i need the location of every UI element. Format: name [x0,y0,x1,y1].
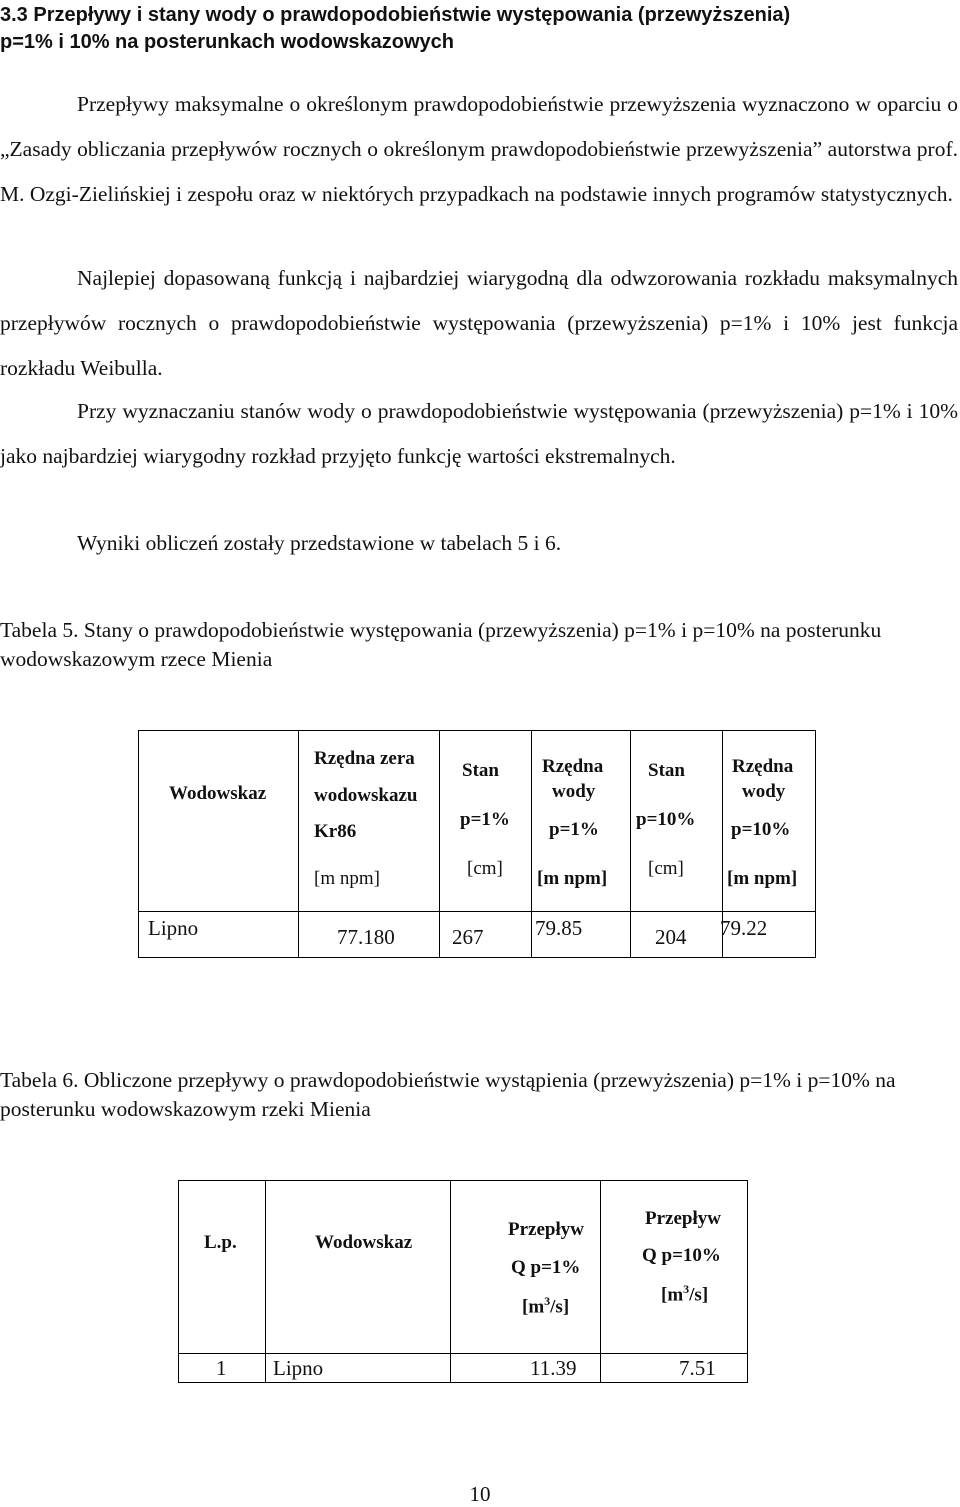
t6-h-lp: L.p. [204,1232,237,1253]
t6-cell-q10 [601,1354,748,1383]
t6-h-q1-unit-b: /s] [550,1296,570,1318]
t6-h-q10-unit-a: [m [661,1284,684,1306]
t5-h-stan1-2: p=1% [460,809,510,830]
t6-h-q10-1: Przepływ [645,1208,721,1229]
t5-header-stan-1 [440,731,532,912]
t5-h-stan10-unit: [cm] [648,858,684,879]
t6-header-q10 [601,1181,748,1354]
t6-cell-name [266,1354,451,1383]
page-number: 10 [469,1482,491,1506]
paragraph-2: Najlepiej dopasowaną funkcją i najbardziej wiarygodną dla odwzorowania rozkładu maksymalnych przepływów rocznych o prawdopodobieństwie występowania (przewyższenia) p=1% i 10% jest funkcja rozkładu Weibulla. [0,266,958,380]
t6-row-q10: 7.51 [679,1356,716,1380]
t5-h-rzw1-unit: [m npm] [537,868,608,889]
t5-row-zero: 77.180 [337,925,395,949]
t5-h-rz-zera-2: wodowskazu [314,785,418,806]
t6-h-q1-unit [522,1294,569,1318]
t5-header-stan-10 [631,731,723,912]
t6-row-name: Lipno [273,1356,324,1380]
t6-h-q1-unit-a: [m [522,1296,545,1318]
t6-header-lp [179,1181,266,1354]
t5-row-rzw1: 79.85 [535,916,583,940]
section-heading [0,2,930,56]
table-row [139,912,816,958]
table-row [179,1354,748,1383]
table-6-header-row [179,1181,748,1354]
table-5-header-row [139,731,816,912]
t5-row-name: Lipno [148,916,199,940]
t6-h-q10-2: Q p=10% [642,1245,721,1266]
t5-row-rzw10: 79.22 [720,916,768,940]
t5-cell-zero [299,912,440,958]
t5-h-stan10-1: Stan [648,760,685,781]
t6-header-wodowskaz [266,1181,451,1354]
section-heading-line-1: 3.3 Przepływy i stany wody o prawdopodobieństwie występowania (przewyższenia) [0,4,791,26]
t5-h-rzw10-1: Rzędna [732,756,794,777]
t5-cell-rzw1 [532,912,631,958]
t5-cell-stan10 [631,912,723,958]
t5-header-rzedna-wody-10 [723,731,816,912]
t5-h-rzw10-2: wody [742,781,786,802]
section-heading-line-2: p=1% i 10% na posterunkach wodowskazowych [0,31,455,53]
table-6-caption: Tabela 6. Obliczone przepływy o prawdopodobieństwie wystąpienia (przewyższenia) p=1% i p=10% na posterunku wodowskazowym rzeki Mienia [0,1068,896,1121]
paragraph-1: Przepływy maksymalne o określonym prawdopodobieństwie przewyższenia wyznaczono w oparciu o „Zasady obliczania przepływów rocznych o określonym prawdopodobieństwie przewyższenia” autorstwa prof. M. Ozgi-Zielińskiej i zespołu oraz w niektórych przypadkach na podstawie innych programów statystycznych. [0,92,958,206]
paragraph-3: Przy wyznaczaniu stanów wody o prawdopodobieństwie występowania (przewyższenia) p=1% i 10% jako najbardziej wiarygodny rozkład przyjęto funkcję wartości ekstremalnych. [0,399,958,468]
t6-cell-q1 [451,1354,601,1383]
t5-h-rzw1-3: p=1% [549,819,599,840]
t6-h-q1-2: Q p=1% [511,1257,581,1278]
t5-h-rz-zera-3: Kr86 [314,821,357,842]
t6-row-lp: 1 [216,1356,227,1380]
t5-h-rz-zera-1: Rzędna zera [314,748,415,769]
t5-row-stan10: 204 [655,925,687,949]
t5-h-stan1-1: Stan [462,760,499,781]
t5-h-rzw10-3: p=10% [731,819,791,840]
t6-h-q1-unit-sup: 3 [544,1294,551,1308]
t6-cell-lp [179,1354,266,1383]
t6-h-q10-unit-sup: 3 [683,1282,690,1296]
t5-h-stan10-2: p=10% [636,809,696,830]
t5-h-rzw1-1: Rzędna [542,756,604,777]
t6-h-q10-unit [661,1282,708,1306]
table-5 [138,730,816,958]
t6-row-q1: 11.39 [530,1356,577,1380]
t5-cell-stan1 [440,912,532,958]
t6-h-wodowskaz: Wodowskaz [315,1232,413,1253]
paragraph-4: Wyniki obliczeń zostały przedstawione w tabelach 5 i 6. [77,531,562,555]
t5-header-rzedna-zera [299,731,440,912]
t5-h-wodowskaz-label: Wodowskaz [169,783,267,804]
table-5-caption: Tabela 5. Stany o prawdopodobieństwie występowania (przewyższenia) p=1% i p=10% na posterunku wodowskazowym rzece Mienia [0,618,882,671]
table-6 [178,1180,748,1383]
t6-h-q10-unit-b: /s] [689,1284,709,1306]
t6-h-q1-1: Przepływ [508,1219,584,1240]
t5-h-rz-zera-unit: [m npm] [314,868,380,889]
t5-row-stan1: 267 [452,925,484,949]
t5-h-rzw10-unit: [m npm] [727,868,798,889]
t6-header-q1 [451,1181,601,1354]
t5-h-stan1-unit: [cm] [467,858,503,879]
t5-cell-rzw10 [720,912,816,958]
t5-h-rzw1-2: wody [552,781,596,802]
t5-header-wodowskaz [139,731,299,912]
t5-header-rzedna-wody-1 [532,731,631,912]
t5-cell-name [139,912,299,958]
